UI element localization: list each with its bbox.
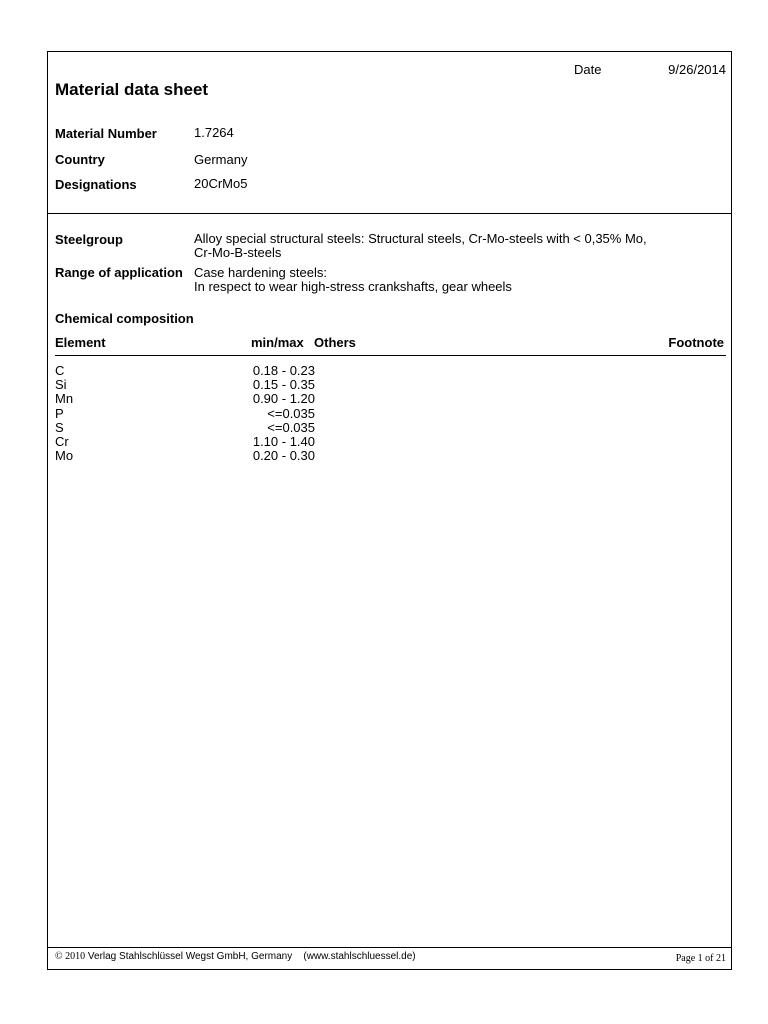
minmax-cell: 0.15 - 0.35: [252, 377, 315, 393]
page-title: Material data sheet: [55, 80, 209, 99]
minmax-column-header: min/max: [251, 335, 304, 350]
table-row: [55, 391, 315, 405]
element-cell: Mo: [55, 448, 74, 464]
element-cell: C: [55, 363, 65, 378]
minmax-cell: 0.20 - 0.30: [252, 448, 315, 464]
element-cell: Cr: [55, 433, 69, 449]
country-value: Germany: [194, 152, 248, 167]
steelgroup-value: [194, 232, 724, 260]
country-label: Country: [55, 152, 105, 167]
steelgroup-line-1: Alloy special structural steels: Structural steels, Cr-Mo-steels with < 0,35% Mo,: [194, 231, 647, 246]
copyright-year: © 2010: [55, 951, 86, 962]
material-number-label: Material Number: [55, 126, 157, 141]
minmax-cell: <=0.035: [267, 419, 315, 435]
minmax-cell: 1.10 - 1.40: [252, 433, 315, 449]
table-header-divider: [55, 355, 726, 356]
range-line-1: Case hardening steels:: [194, 265, 327, 280]
designations-value: 20CrMo5: [194, 176, 248, 191]
steelgroup-line-2: Cr-Mo-B-steels: [194, 245, 282, 260]
range-line-2: In respect to wear high-stress crankshafts, gear wheels: [194, 279, 512, 294]
designations-label: Designations: [55, 177, 137, 192]
minmax-cell: 0.18 - 0.23: [252, 363, 315, 378]
range-of-application-value: [194, 266, 724, 294]
range-of-application-label: Range of application: [55, 265, 183, 280]
date-label: Date: [574, 62, 602, 77]
element-cell: Si: [55, 377, 67, 393]
footnote-column-header: Footnote: [668, 335, 724, 350]
element-cell: Mn: [55, 391, 74, 407]
element-cell: S: [55, 419, 64, 435]
header-section: [48, 52, 731, 214]
copyright-publisher: Verlag Stahlschlüssel Wegst GmbH, Germany: [87, 951, 293, 962]
element-column-header: Element: [55, 335, 106, 350]
minmax-cell: <=0.035: [267, 405, 315, 421]
material-number-value: 1.7264: [194, 125, 234, 140]
others-column-header: Others: [314, 335, 356, 350]
element-cell: P: [55, 405, 64, 421]
composition-table: [55, 363, 315, 462]
table-row: [55, 406, 315, 420]
table-row: [55, 420, 315, 434]
data-sheet: [47, 51, 732, 970]
copyright-notice: [55, 951, 416, 962]
table-row: [55, 434, 315, 448]
table-row: [55, 448, 315, 462]
table-row: [55, 377, 315, 391]
footer-divider: [48, 947, 731, 948]
date-value: 9/26/2014: [668, 62, 726, 77]
steelgroup-label: Steelgroup: [55, 232, 123, 247]
website-link[interactable]: (www.stahlschluessel.de): [303, 951, 416, 962]
table-row: [55, 363, 315, 377]
minmax-cell: 0.90 - 1.20: [252, 391, 315, 407]
page-number: Page 1 of 21: [675, 953, 726, 964]
chemical-composition-title: Chemical composition: [55, 311, 194, 326]
